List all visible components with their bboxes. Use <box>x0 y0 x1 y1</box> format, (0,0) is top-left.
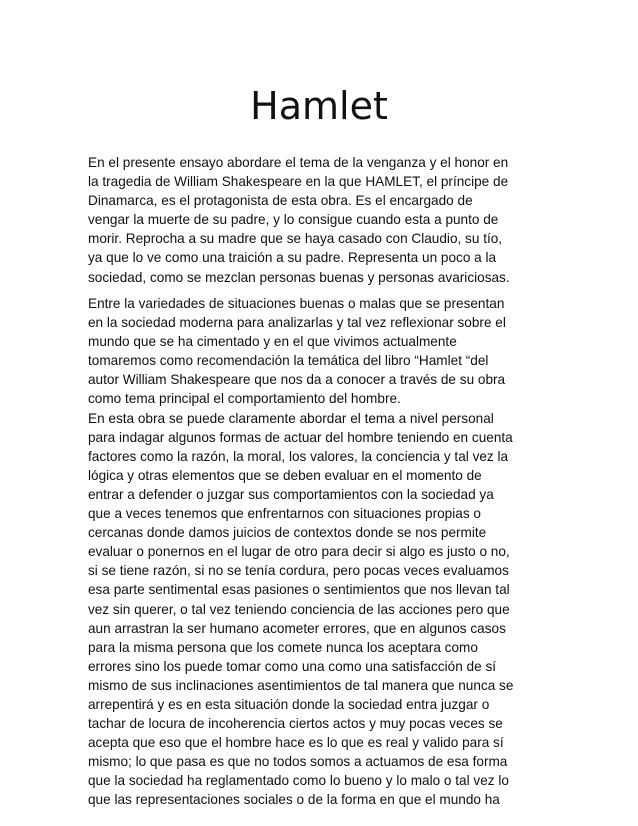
text-line: Entre la variedades de situaciones buenas o malas que se presentan <box>88 296 505 311</box>
text-line: mundo que se ha cimentado y en el que vivimos actualmente <box>88 334 457 350</box>
text-line: para indagar algunos formas de actuar del hombre teniendo en cuenta <box>88 429 513 445</box>
text-line: en la sociedad moderna para analizarlas y tal vez reflexionar sobre el <box>88 315 506 331</box>
text-line: arrepentirá y es en esta situación donde la sociedad entra juzgar o <box>88 696 490 712</box>
text-line: morir. Reprocha a su madre que se haya casado con Claudio, su tío, <box>88 231 503 247</box>
text-line: vez sin querer, o tal vez teniendo conciencia de las acciones pero que <box>88 601 510 617</box>
text-line: cercanas donde damos juicios de contextos donde se nos permite <box>88 525 487 541</box>
text-line: tachar de locura de incoherencia ciertos actos y muy pocas veces se <box>88 716 503 732</box>
document-title: Hamlet <box>250 84 388 128</box>
text-line: entrar a defender o juzgar sus comportamientos con la sociedad ya <box>88 486 494 502</box>
text-line: errores sino los puede tomar como una como una satisfacción de sí <box>88 658 497 674</box>
text-line: aun arrastran la ser humano acometer errores, que en algunos casos <box>88 620 506 636</box>
text-line: En el presente ensayo abordare el tema de la venganza y el honor en <box>88 155 509 170</box>
text-line: esa parte sentimental esas pasiones o sentimientos que nos llevan tal <box>88 582 510 598</box>
text-line: si se tiene razón, si no se tenía cordura, pero pocas veces evaluamos <box>88 563 509 579</box>
text-line: sociedad, como se mezclan personas buenas y personas avariciosas. <box>88 269 510 285</box>
text-line: mismo de sus inclinaciones asentimientos de tal manera que nunca se <box>88 677 514 693</box>
text-line: la tragedia de William Shakespeare en la que HAMLET, el príncipe de <box>88 174 509 190</box>
text-line: ya que lo ve como una traición a su padre. Representa un poco a la <box>88 250 497 266</box>
text-line: factores como la razón, la moral, los valores, la conciencia y tal vez la <box>88 448 509 464</box>
text-line: Dinamarca, es el protagonista de esta obra. Es el encargado de <box>88 193 473 209</box>
text-line: evaluar o ponernos en el lugar de otro para decir si algo es justo o no, <box>88 544 510 560</box>
text-line: tomaremos como recomendación la temática del libro “Hamlet “del <box>88 353 489 369</box>
text-line: que las representaciones sociales o de la forma en que el mundo ha <box>88 792 500 808</box>
paragraph-intro <box>88 153 510 287</box>
text-line: para la misma persona que los comete nunca los aceptara como <box>88 639 478 655</box>
text-line: que la sociedad ha reglamentado como lo bueno y lo malo o tal vez lo <box>88 773 509 789</box>
text-line: como tema principal el comportamiento del hombre. <box>88 391 401 407</box>
text-line: mismo; lo que pasa es que no todos somos a actuamos de esa forma <box>88 754 508 770</box>
text-line: vengar la muerte de su padre, y lo consigue cuando esta a punto de <box>88 212 499 228</box>
text-line: En esta obra se puede claramente abordar el tema a nivel personal <box>88 410 494 426</box>
paragraph-body <box>88 294 513 810</box>
text-line: acepta que eso que el hombre hace es lo que es real y valido para sí <box>88 735 504 751</box>
text-line: que a veces tenemos que enfrentarnos con situaciones propias o <box>88 506 481 522</box>
text-line: lógica y otras elementos que se deben evaluar en el momento de <box>88 467 482 483</box>
text-line: autor William Shakespeare que nos da a conocer a través de su obra <box>88 372 506 388</box>
